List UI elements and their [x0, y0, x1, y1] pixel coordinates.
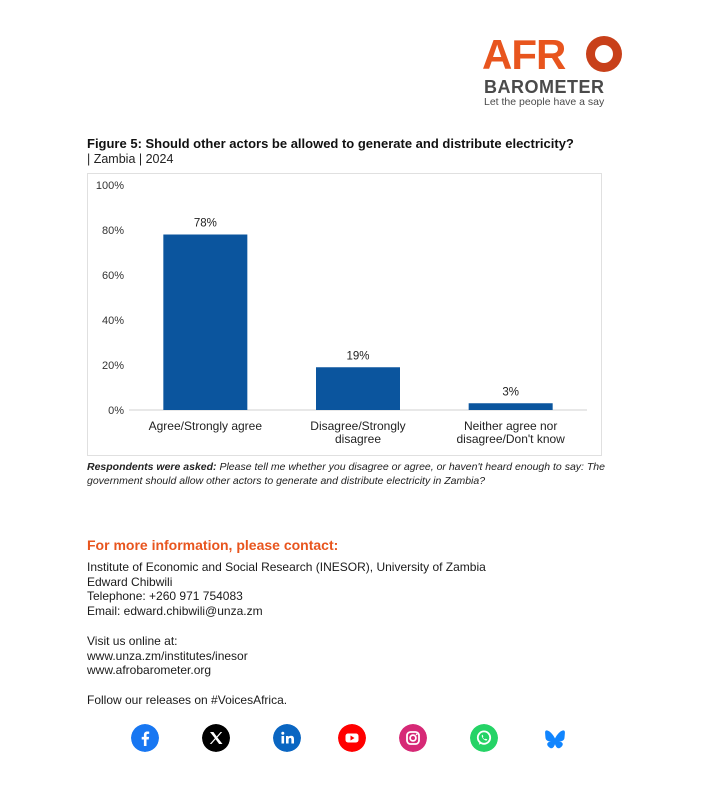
bar [163, 235, 247, 411]
social-icons-row [131, 724, 581, 754]
visit-label: Visit us online at: [87, 634, 178, 648]
bar-chart [87, 173, 602, 456]
x-category-label: disagree/Don't know [456, 432, 565, 446]
afrobarometer-logo [482, 31, 632, 110]
follow-text: Follow our releases on #VoicesAfrica. [87, 693, 288, 707]
bar [469, 403, 553, 410]
y-tick-label: 80% [101, 225, 124, 237]
y-tick-label: 40% [101, 315, 124, 327]
y-tick-label: 0% [108, 405, 124, 417]
note-lead: Respondents were asked: [87, 461, 217, 473]
bar-value-label: 78% [193, 217, 217, 230]
bar [316, 367, 400, 410]
contact-org: Institute of Economic and Social Research (INESOR), University of Zambia [87, 560, 486, 574]
bluesky-icon[interactable] [541, 724, 569, 752]
y-tick-label: 100% [95, 180, 124, 192]
logo-barometer-text: BAROMETER [484, 77, 605, 97]
note-text: Please tell me whether you disagree or agree, or haven't heard enough to say: The government should allow other actors to generate and distribute electricity in Zambia? [87, 461, 605, 487]
contact-phone: Telephone: +260 971 754083 [87, 589, 243, 603]
y-tick-label: 20% [101, 360, 124, 372]
figure-title: Figure 5: Should other actors be allowed to generate and distribute electricity? [87, 136, 574, 151]
url-inesor-link[interactable]: www.unza.zm/institutes/inesor [87, 648, 248, 663]
bar-value-label: 19% [346, 350, 370, 363]
logo-tagline: Let the people have a say [484, 96, 605, 108]
x-category-label: Disagree/Strongly [310, 419, 406, 433]
linkedin-icon[interactable] [273, 724, 301, 752]
y-tick-label: 60% [101, 270, 124, 282]
url-afrobarometer-link[interactable]: www.afrobarometer.org [87, 663, 212, 677]
youtube-icon[interactable] [338, 724, 366, 752]
contact-email[interactable]: Email: edward.chibwili@unza.zm [87, 603, 263, 618]
logo-africa-o-icon [586, 36, 622, 72]
bar-value-label: 3% [502, 386, 519, 399]
contact-name: Edward Chibwili [87, 574, 173, 589]
visit-block [87, 634, 248, 678]
question-note [87, 461, 627, 488]
whatsapp-icon[interactable] [470, 724, 498, 752]
contact-heading: For more information, please contact: [87, 537, 339, 553]
x-category-label: disagree [334, 432, 382, 446]
figure-subtitle: | Zambia | 2024 [87, 152, 174, 166]
x-category-label: Agree/Strongly agree [148, 419, 263, 433]
contact-block [87, 560, 486, 618]
facebook-icon[interactable] [131, 724, 159, 752]
logo-afro-text: AFR [482, 31, 566, 78]
instagram-icon[interactable] [399, 724, 427, 752]
x-icon[interactable] [202, 724, 230, 752]
x-category-label: Neither agree nor [463, 419, 558, 433]
